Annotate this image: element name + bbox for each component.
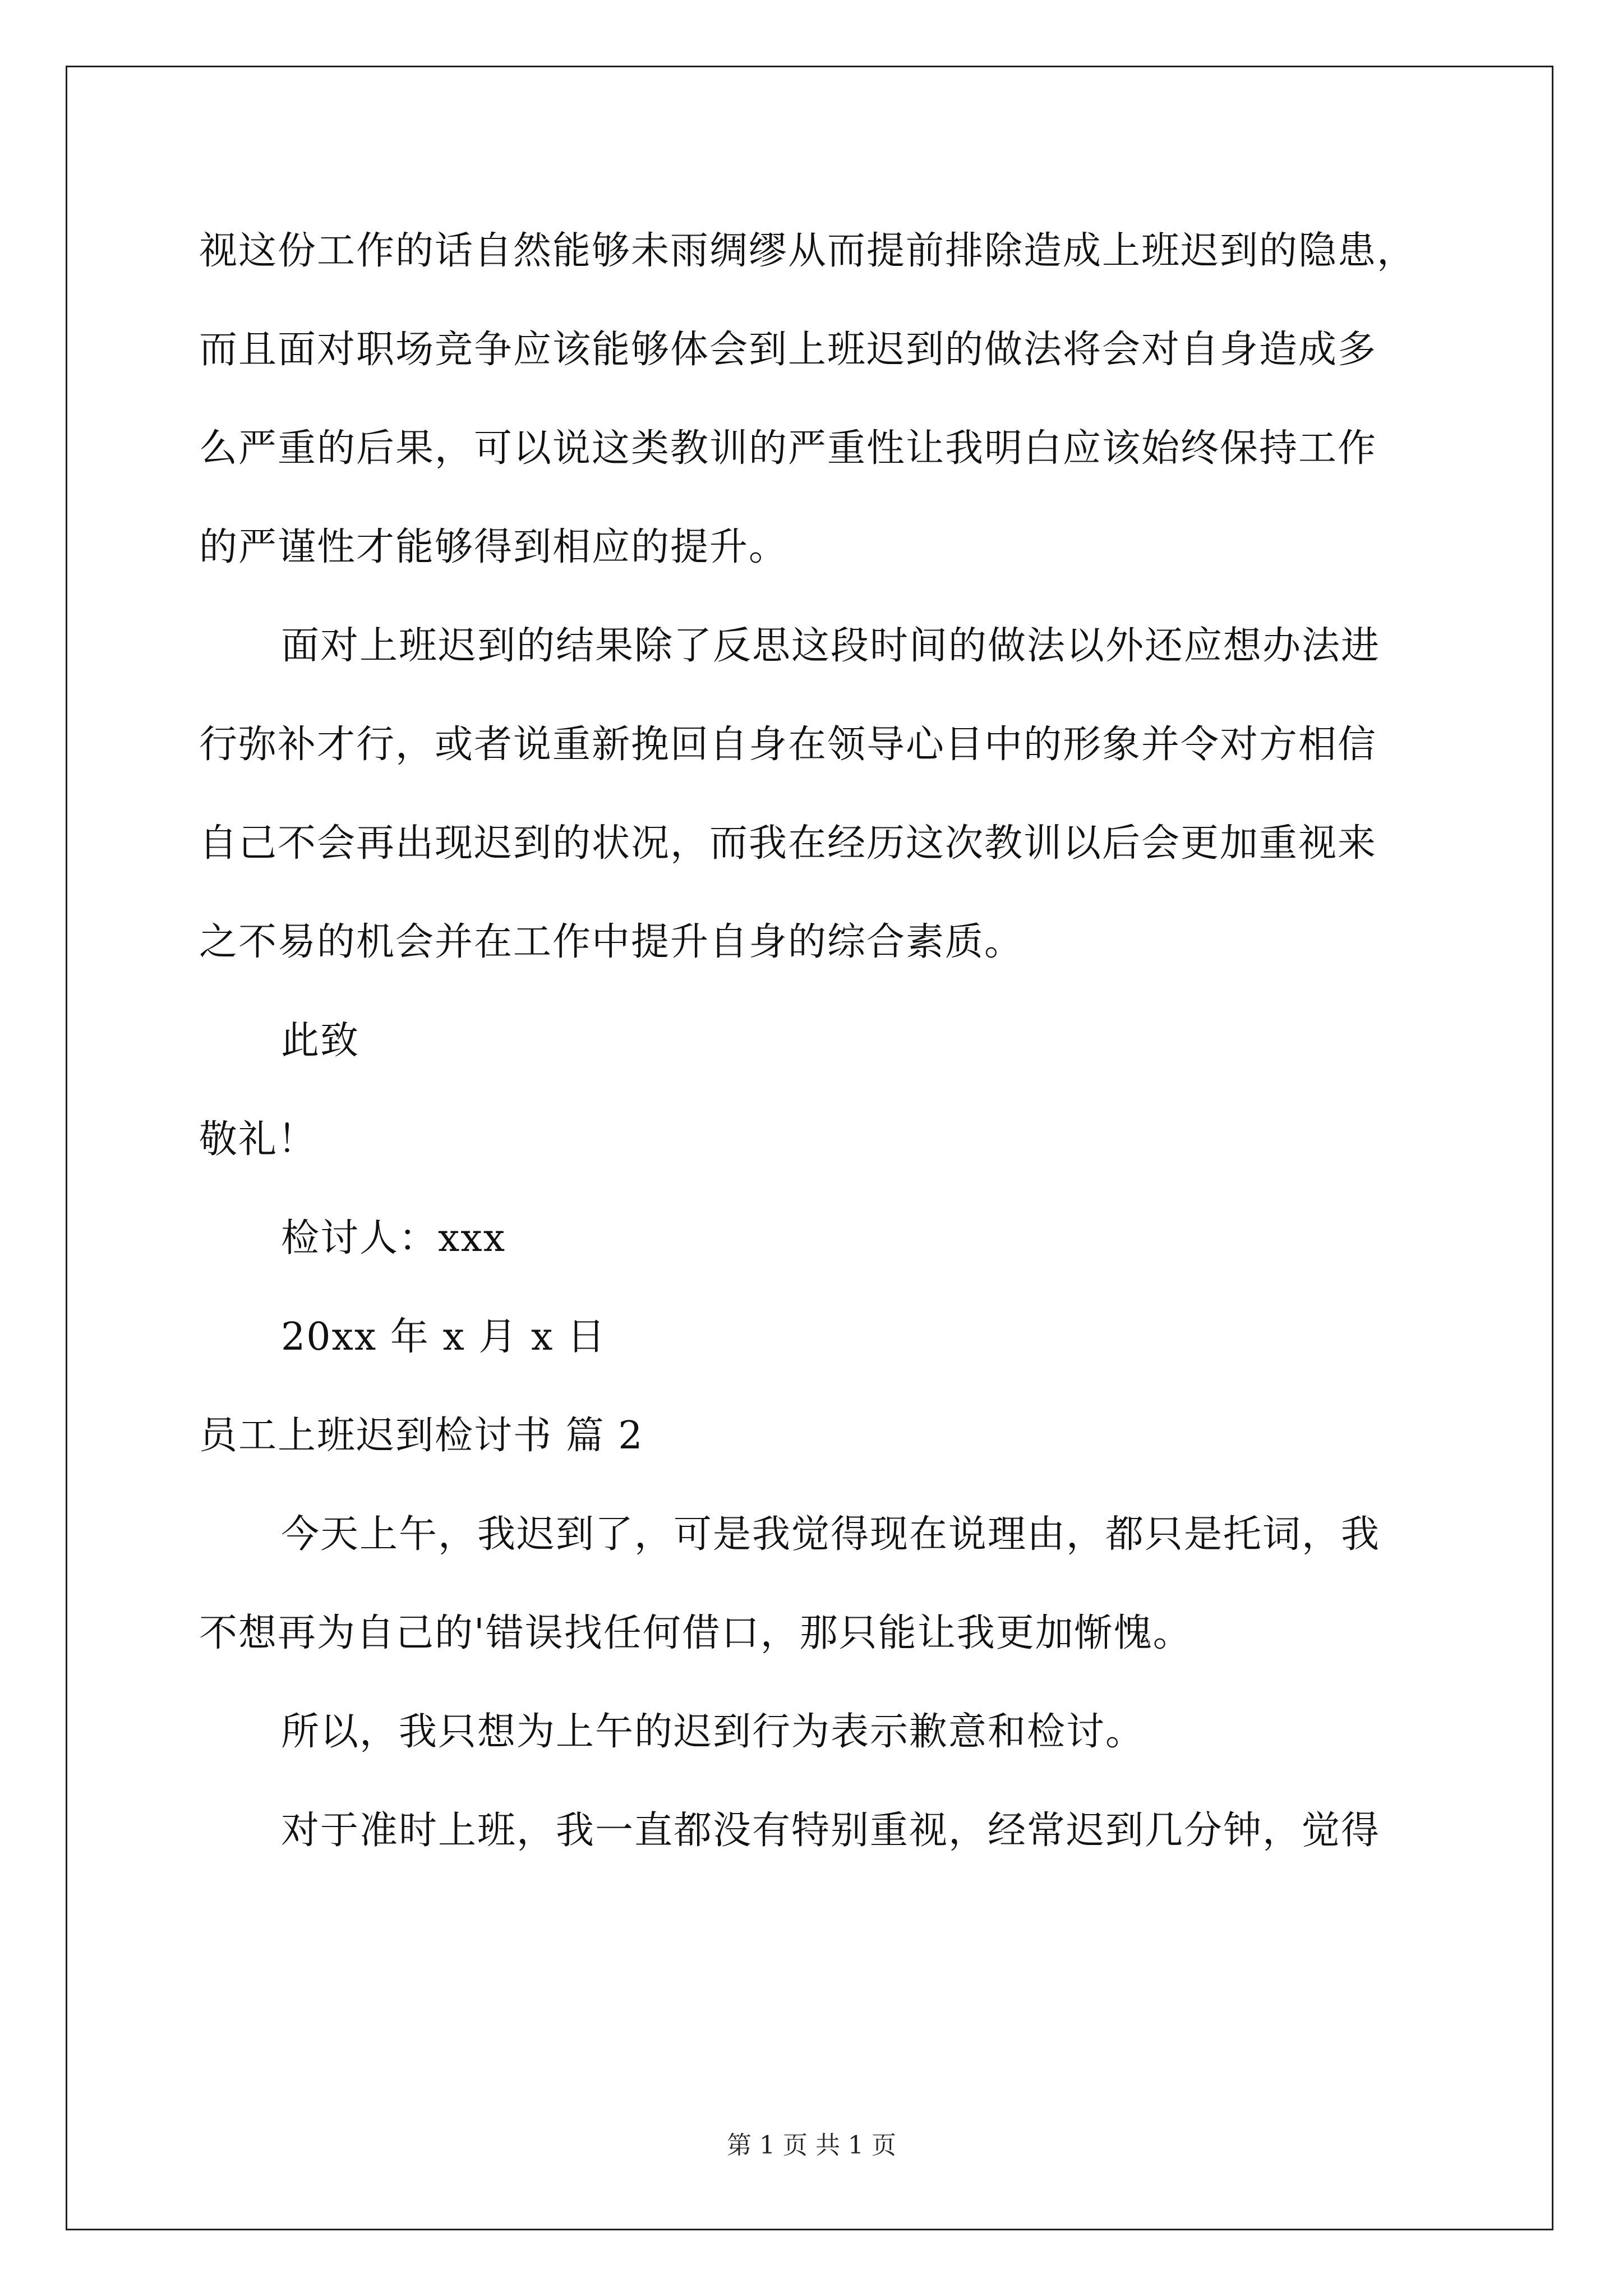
text-line-16: 所以，我只想为上午的迟到行为表示歉意和检讨。 bbox=[281, 1710, 1145, 1754]
text-line-6: 行弥补才行，或者说重新挽回自身在领导心目中的形象并令对方相信 bbox=[199, 723, 1377, 767]
text-line-3: 么严重的后果，可以说这类教训的严重性让我明白应该始终保持工作 bbox=[199, 426, 1377, 471]
date-line: 20xx 年 x 月 x 日 bbox=[281, 1315, 607, 1359]
section-heading: 员工上班迟到检讨书 篇 2 bbox=[199, 1414, 644, 1458]
page-footer: 第 1 页 共 1 页 bbox=[727, 2131, 896, 2160]
text-line-15: 不想再为自己的'错误找任何借口，那只能让我更加惭愧。 bbox=[199, 1611, 1192, 1655]
text-line-4: 的严谨性才能够得到相应的提升。 bbox=[199, 525, 789, 569]
document-body bbox=[199, 202, 1433, 1880]
closing-salutation: 此致 bbox=[281, 1019, 360, 1063]
text-line-17: 对于准时上班，我一直都没有特别重视，经常迟到几分钟，觉得 bbox=[281, 1809, 1381, 1853]
text-line-14: 今天上午，我迟到了，可是我觉得现在说理由，都只是托词，我 bbox=[281, 1512, 1381, 1557]
signatory-line: 检讨人：xxx bbox=[281, 1216, 506, 1260]
text-line-7: 自己不会再出现迟到的状况，而我在经历这次教训以后会更加重视来 bbox=[199, 821, 1377, 866]
text-line-8: 之不易的机会并在工作中提升自身的综合素质。 bbox=[199, 920, 1024, 964]
text-line-1: 视这份工作的话自然能够未雨绸缪从而提前排除造成上班迟到的隐患， bbox=[199, 229, 1417, 273]
text-line-5: 面对上班迟到的结果除了反思这段时间的做法以外还应想办法进 bbox=[281, 624, 1381, 668]
text-line-2: 而且面对职场竞争应该能够体会到上班迟到的做法将会对自身造成多 bbox=[199, 328, 1377, 372]
closing-regards: 敬礼！ bbox=[199, 1117, 317, 1162]
